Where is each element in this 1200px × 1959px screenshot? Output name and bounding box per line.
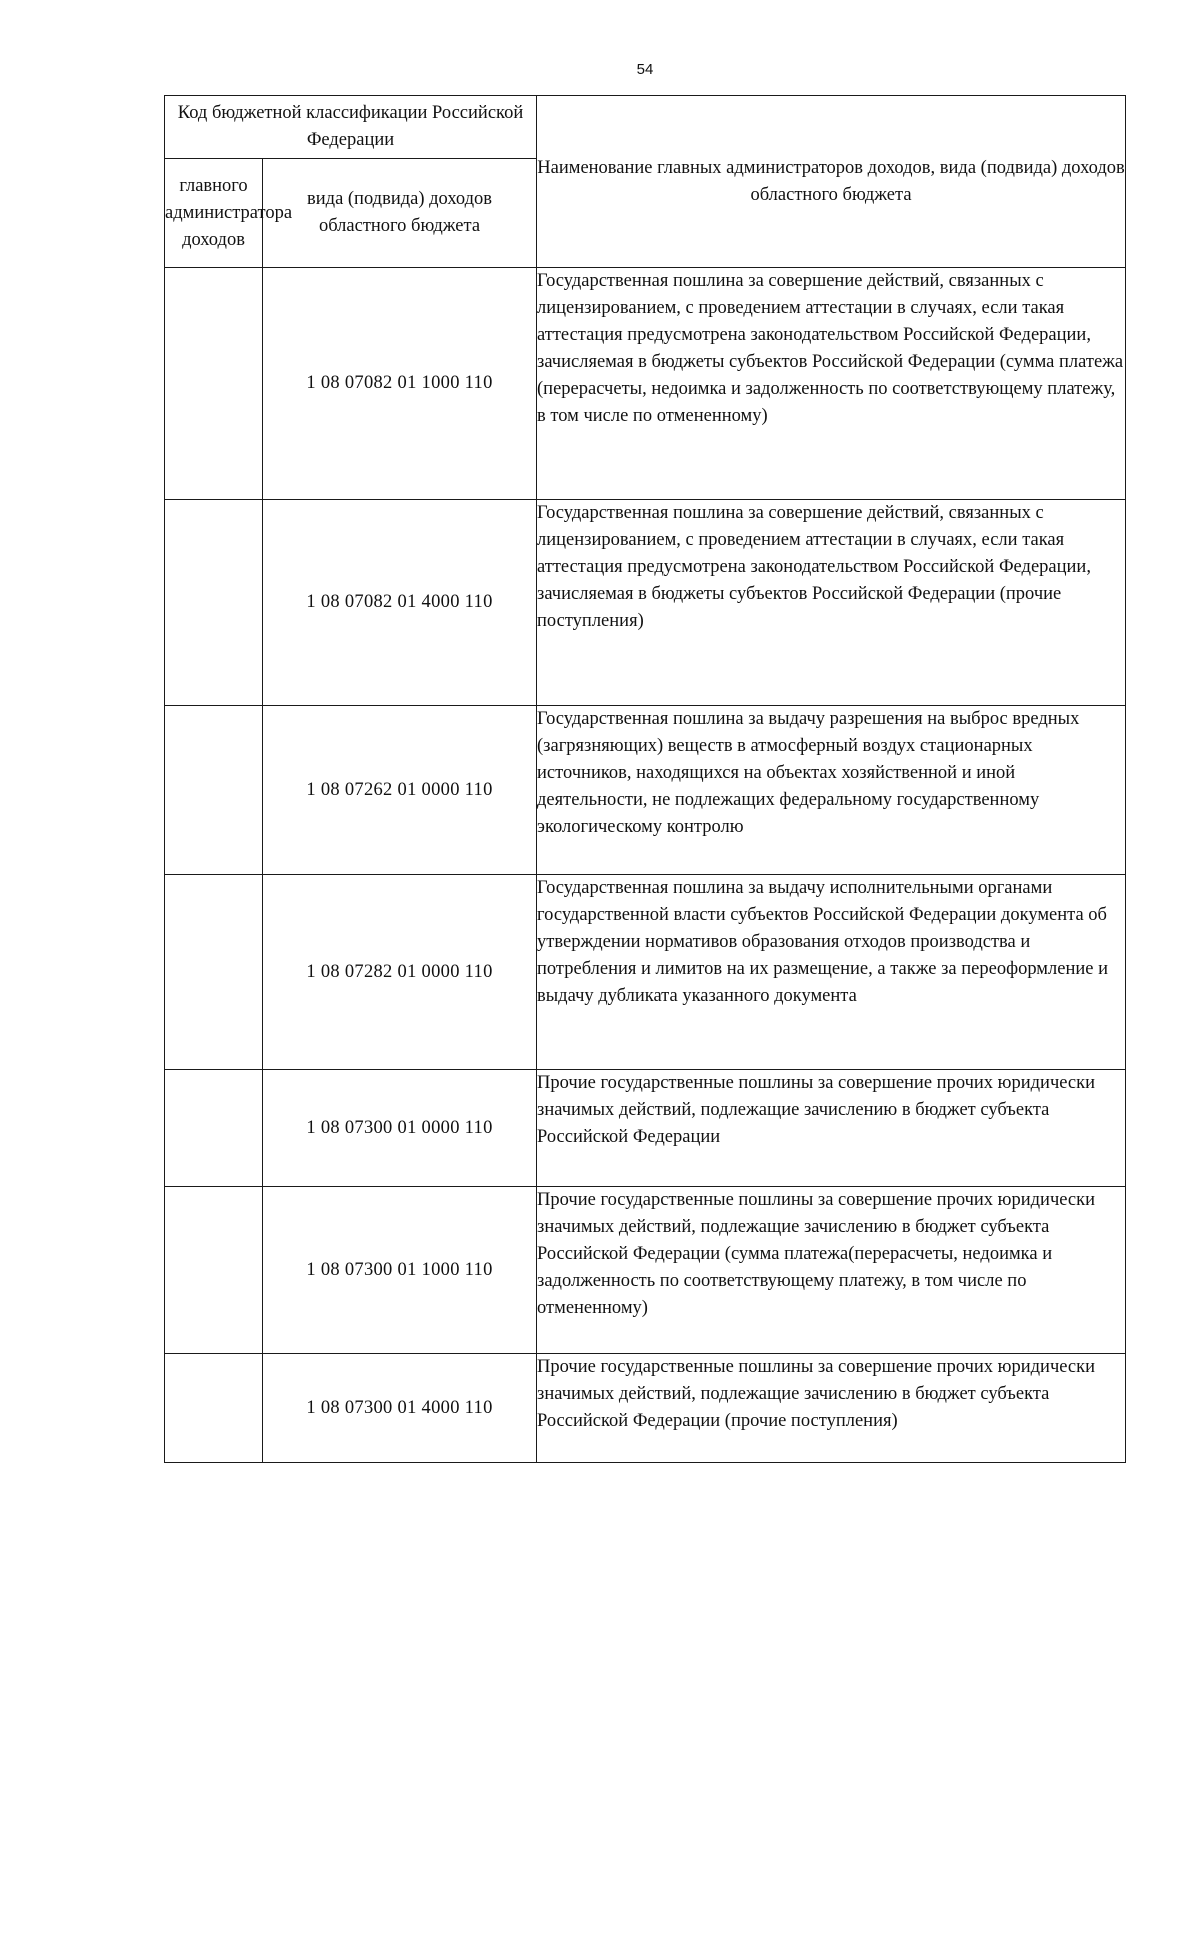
income-name-text: Государственная пошлина за совершение действий, связанных с лицензированием, с проведением аттестации в случаях, если такая аттестация предусмотрена законодательством Российской Федерации, зачисляемая в бюджеты субъектов Российской Федерации (прочие поступления): [537, 503, 1091, 631]
table-row: [165, 500, 1126, 706]
table-header: [165, 96, 1126, 268]
admin-code-cell: [165, 1070, 263, 1187]
income-code-cell: 1 08 07300 01 0000 110: [263, 1070, 537, 1187]
header-budget-code-group: Код бюджетной классификации Российской Федерации: [165, 96, 537, 159]
income-code-cell: 1 08 07082 01 1000 110: [263, 268, 537, 500]
income-name-cell: [537, 500, 1126, 706]
admin-code-cell: [165, 500, 263, 706]
income-name-text: Прочие государственные пошлины за совершение прочих юридически значимых действий, подлежащие зачислению в бюджет субъекта Российской Федерации: [537, 1073, 1096, 1147]
income-name-text: Прочие государственные пошлины за совершение прочих юридически значимых действий, подлежащие зачислению в бюджет субъекта Российской Федерации (сумма платежа(перерасчеты, недоимка и задолженность по соответствующему платежу, в том числе по отмененному): [537, 1190, 1096, 1318]
income-code-cell: 1 08 07082 01 4000 110: [263, 500, 537, 706]
table-body: [165, 268, 1126, 1463]
table-row: [165, 875, 1126, 1070]
header-code-column: вида (подвида) доходов областного бюджета: [263, 159, 537, 268]
income-code-cell: 1 08 07300 01 1000 110: [263, 1187, 537, 1354]
income-code-cell: 1 08 07262 01 0000 110: [263, 706, 537, 875]
income-name-text: Государственная пошлина за выдачу разрешения на выброс вредных (загрязняющих) веществ в атмосферный воздух стационарных источников, находящихся на объектах хозяйственной и иной деятельности, не подлежащих федеральному государственному экологическому контролю: [537, 709, 1080, 837]
income-name-cell: [537, 268, 1126, 500]
admin-code-cell: [165, 706, 263, 875]
admin-code-cell: [165, 875, 263, 1070]
admin-code-cell: [165, 1354, 263, 1463]
income-name-cell: [537, 1354, 1126, 1463]
income-name-text: Прочие государственные пошлины за совершение прочих юридически значимых действий, подлежащие зачислению в бюджет субъекта Российской Федерации (прочие поступления): [537, 1357, 1096, 1431]
income-name-cell: [537, 875, 1126, 1070]
header-name-column: Наименование главных администраторов доходов, вида (подвида) доходов областного бюджета: [537, 96, 1126, 268]
income-name-text: Государственная пошлина за совершение действий, связанных с лицензированием, с проведением аттестации в случаях, если такая аттестация предусмотрена законодательством Российской Федерации, зачисляемая в бюджеты субъектов Российской Федерации (сумма платежа (перерасчеты, недоимка и задолженность по соответствующему платежу, в том числе по отмененному): [537, 271, 1124, 426]
table-row: [165, 268, 1126, 500]
admin-code-cell: [165, 1187, 263, 1354]
table-row: [165, 1070, 1126, 1187]
admin-code-cell: [165, 268, 263, 500]
table-row: [165, 1354, 1126, 1463]
page-number: 54: [636, 61, 654, 78]
income-name-cell: [537, 1070, 1126, 1187]
table-row: [165, 706, 1126, 875]
table-row: [165, 1187, 1126, 1354]
income-code-cell: 1 08 07300 01 4000 110: [263, 1354, 537, 1463]
budget-classification-table-container: [164, 95, 1125, 1463]
header-admin-column: главного администратора доходов: [165, 159, 263, 268]
income-name-cell: [537, 706, 1126, 875]
budget-classification-table: [164, 95, 1126, 1463]
income-code-cell: 1 08 07282 01 0000 110: [263, 875, 537, 1070]
income-name-text: Государственная пошлина за выдачу исполнительными органами государственной власти субъектов Российской Федерации документа об утверждении нормативов образования отходов производства и потребления и лимитов на их размещение, а также за переоформление и выдачу дубликата указанного документа: [537, 878, 1108, 1006]
income-name-cell: [537, 1187, 1126, 1354]
